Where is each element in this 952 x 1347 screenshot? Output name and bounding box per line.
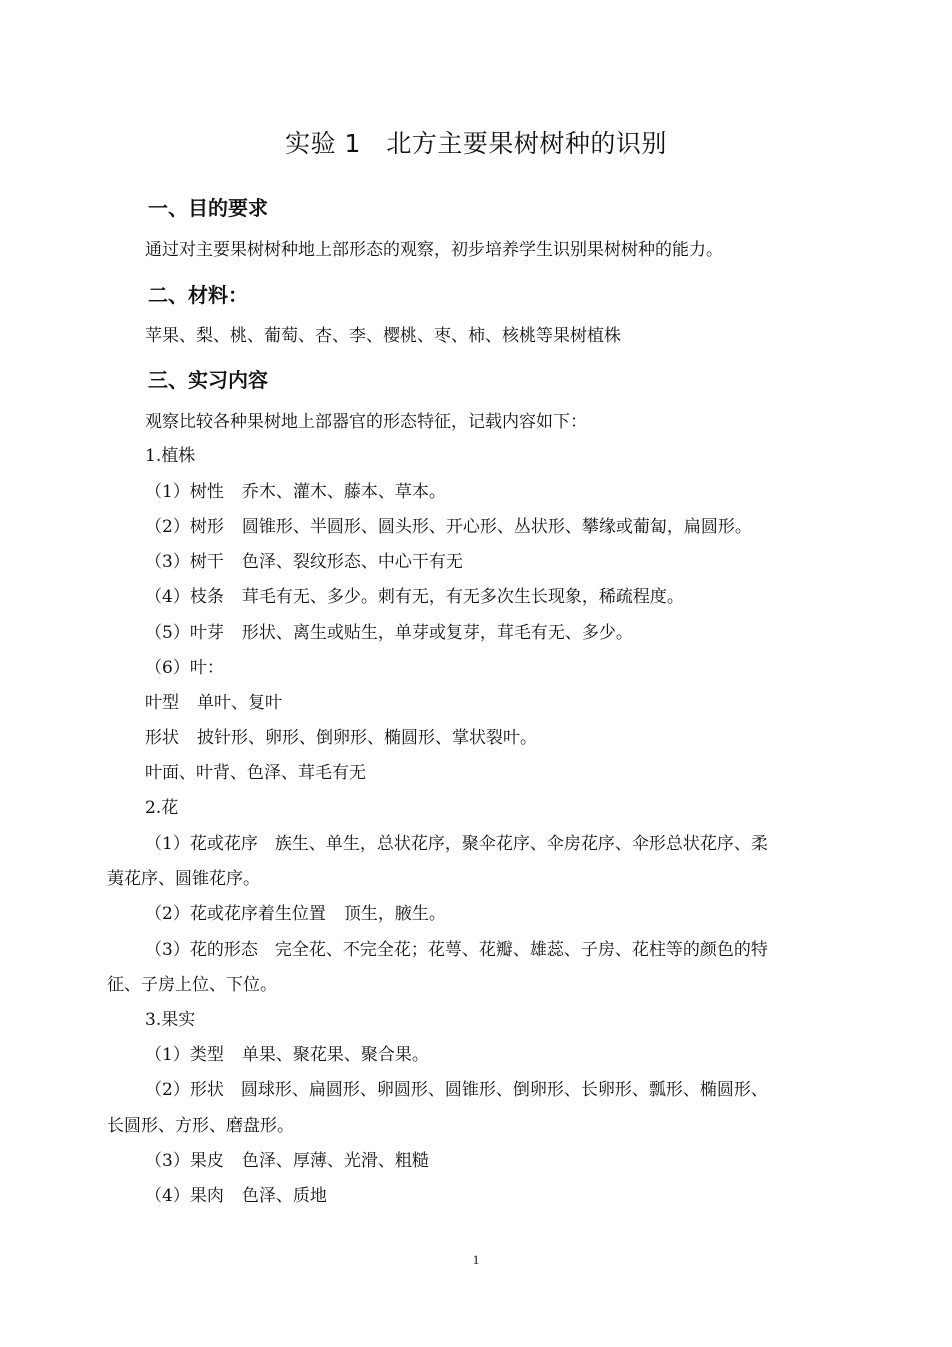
materials-text: 苹果、梨、桃、葡萄、杏、李、樱桃、枣、柿、核桃等果树植株 [145, 326, 621, 346]
item-text: 色泽、裂纹形态、中心干有无 [241, 552, 463, 572]
flower-heading: 2.花 [145, 798, 179, 818]
item-label: （3）果皮 [145, 1151, 224, 1171]
item-text: 乔木、灌木、藤本、草本。 [241, 482, 446, 502]
plant-item-habit [145, 484, 446, 501]
section-heading-content: 三、实习内容 [148, 368, 268, 392]
page-title: 实验 1 北方主要果树树种的识别 [285, 129, 667, 158]
item-text: 形状、离生或贴生，单芽或复芽，茸毛有无、多少。 [241, 623, 633, 643]
plant-item-branch [145, 589, 684, 606]
item-text: 色泽、厚薄、光滑、粗糙 [241, 1151, 429, 1171]
item-text: 单果、聚花果、聚合果。 [241, 1045, 429, 1065]
item-label: （1）类型 [145, 1045, 224, 1065]
section-heading-materials: 二、材料： [148, 283, 248, 307]
plant-item-shape [145, 519, 752, 536]
item-text: 披针形、卵形、倒卵形、椭圆形、掌状裂叶。 [197, 728, 537, 748]
plant-item-trunk [145, 554, 463, 571]
flower-item-inflorescence-cont: 荑花序、圆锥花序。 [107, 869, 260, 889]
flower-item-inflorescence: （1）花或花序 族生、单生，总状花序，聚伞花序、伞房花序、伞形总状花序、柔 [145, 834, 768, 854]
fruit-heading: 3.果实 [145, 1010, 196, 1030]
item-label: （5）叶芽 [145, 623, 224, 643]
item-label: 叶型 [145, 693, 179, 713]
content-intro: 观察比较各种果树地上部器官的形态特征，记载内容如下： [145, 412, 587, 432]
item-text: 顶生，腋生。 [343, 904, 446, 924]
leaf-surface-line: 叶面、叶背、色泽、茸毛有无 [145, 763, 366, 783]
item-label: （4）枝条 [145, 587, 224, 607]
leaf-type-line [145, 695, 282, 712]
item-text: 圆锥形、半圆形、圆头形、开心形、丛状形、攀缘或葡匐，扁圆形。 [241, 517, 752, 537]
leaf-shape-line [145, 730, 537, 747]
plant-item-leaf: （6）叶： [145, 658, 224, 678]
item-text: 色泽、质地 [241, 1186, 327, 1206]
fruit-item-peel [145, 1153, 429, 1170]
page-number: 1 [472, 1252, 480, 1267]
item-label: （2）树形 [145, 517, 224, 537]
flower-item-morphology: （3）花的形态 完全花、不完全花；花萼、花瓣、雄蕊、子房、花柱等的颜色的特 [145, 940, 768, 960]
fruit-item-type [145, 1047, 429, 1064]
item-text: 单叶、复叶 [197, 693, 282, 713]
flower-item-morphology-cont: 征、子房上位、下位。 [107, 975, 277, 995]
flower-item-position [145, 906, 446, 923]
item-text: 茸毛有无、多少。刺有无，有无多次生长现象，稀疏程度。 [241, 587, 684, 607]
section-heading-purpose: 一、目的要求 [148, 196, 268, 220]
item-label: （1）树性 [145, 482, 224, 502]
item-label: （4）果肉 [145, 1186, 224, 1206]
plant-item-bud [145, 625, 633, 642]
item-label: 形状 [145, 728, 179, 748]
item-label: （3）树干 [145, 552, 224, 572]
plant-heading: 1.植株 [145, 446, 196, 466]
purpose-text: 通过对主要果树树种地上部形态的观察，初步培养学生识别果树树种的能力。 [145, 240, 723, 260]
fruit-item-shape-cont: 长圆形、方形、磨盘形。 [107, 1116, 294, 1136]
fruit-item-flesh [145, 1188, 327, 1205]
item-label: （2）花或花序着生位置 [145, 904, 326, 924]
fruit-item-shape: （2）形状 圆球形、扁圆形、卵圆形、圆锥形、倒卵形、长卵形、瓢形、椭圆形、 [145, 1080, 768, 1100]
